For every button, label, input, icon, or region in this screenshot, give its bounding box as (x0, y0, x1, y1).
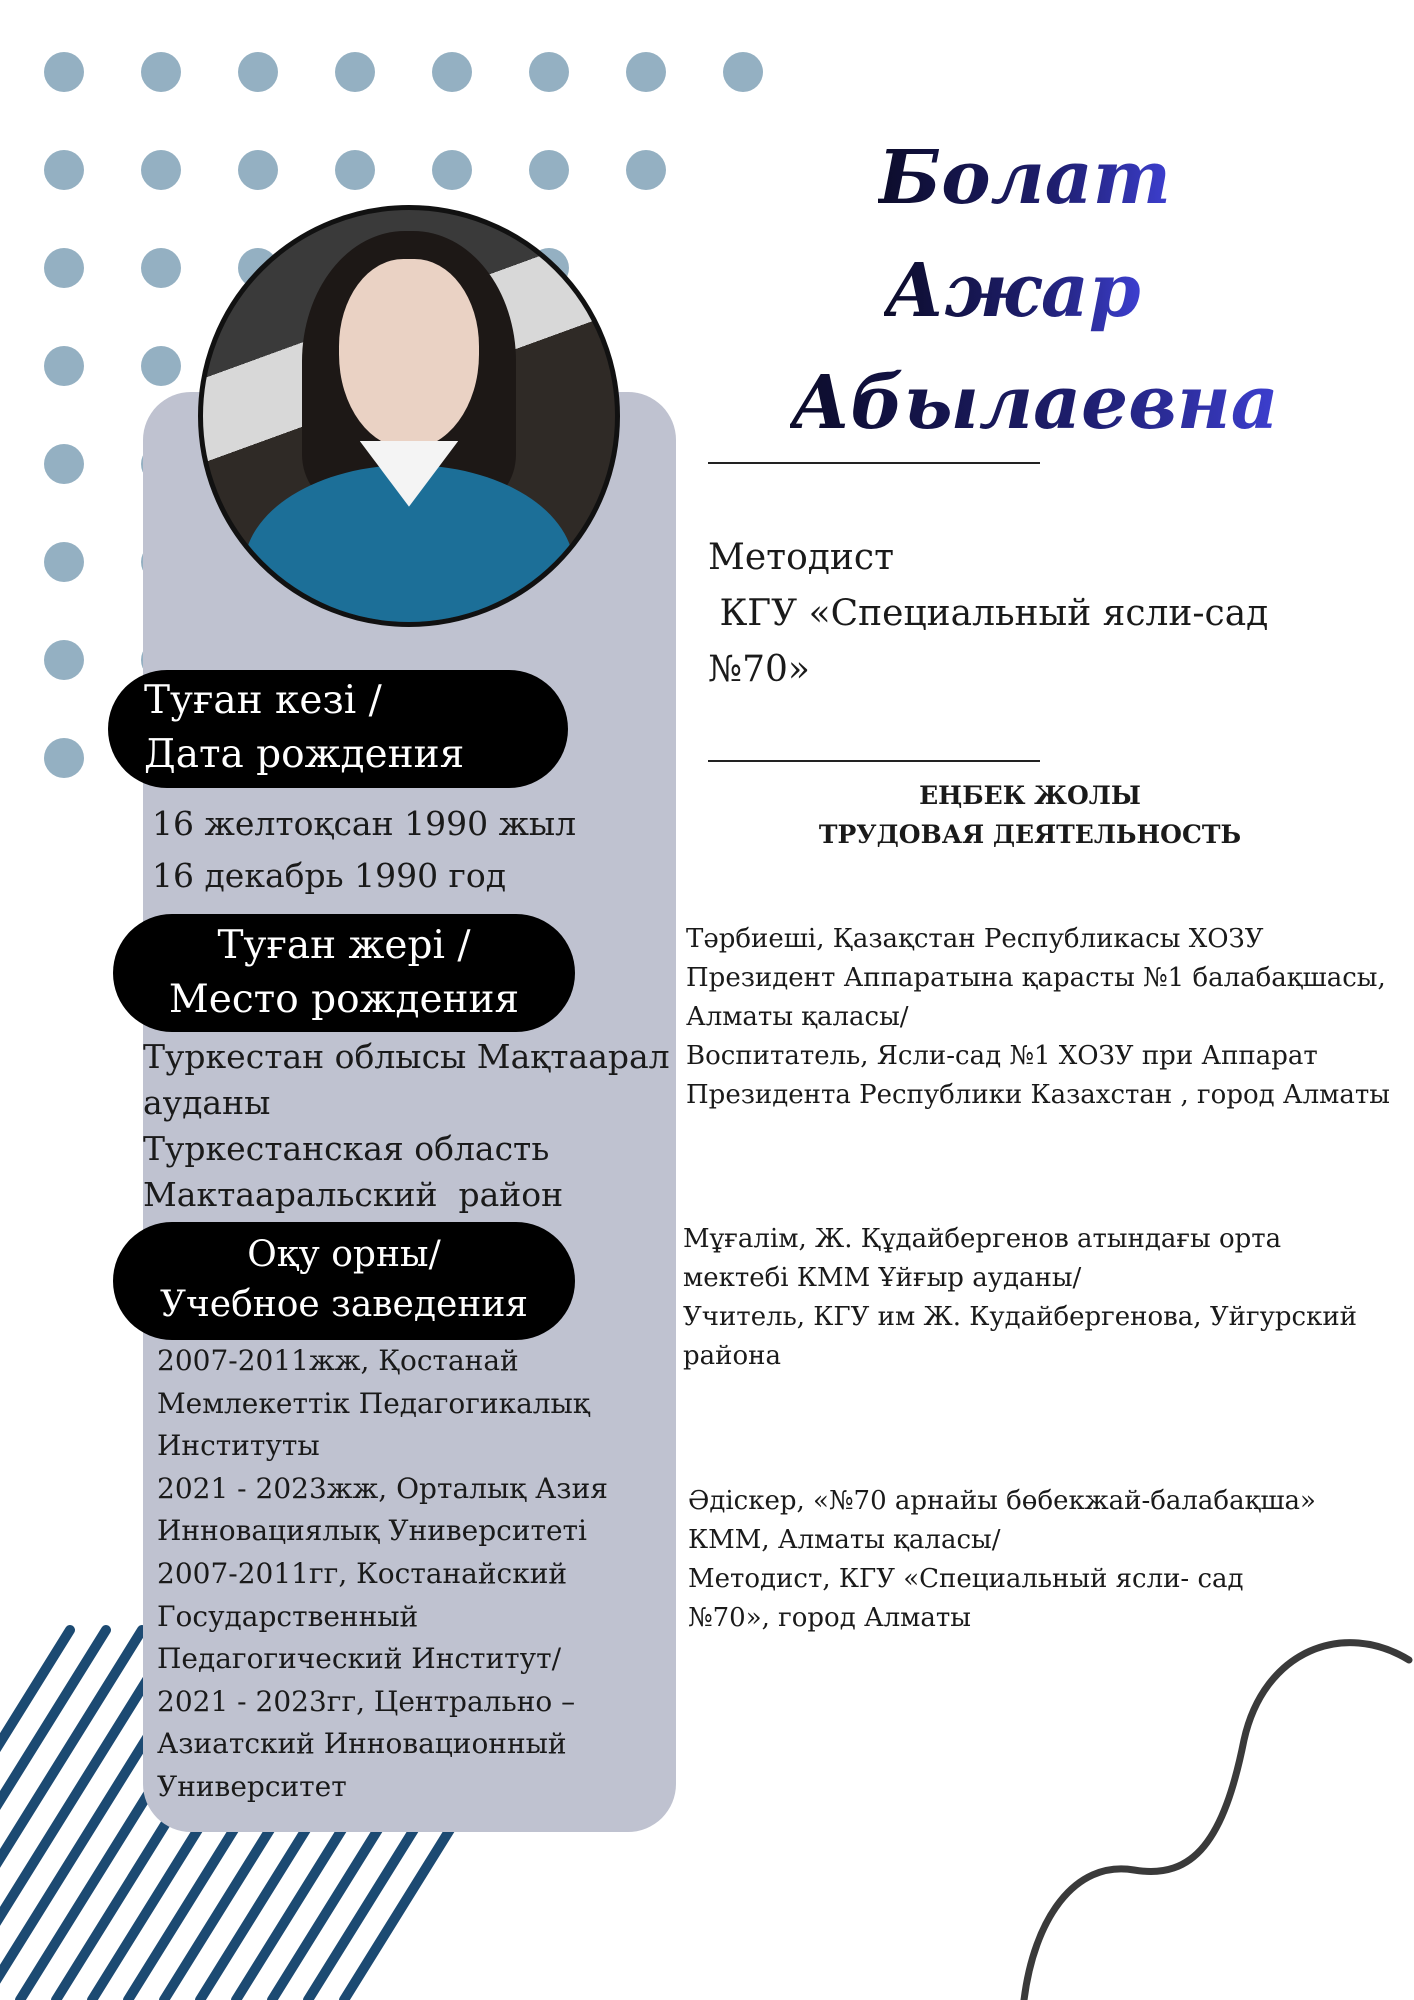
decorative-dot (44, 248, 84, 288)
decorative-dot (44, 150, 84, 190)
decorative-dot (44, 542, 84, 582)
value-line: Мемлекеттік Педагогикалық (157, 1386, 590, 1420)
job-line: района (683, 1341, 781, 1371)
birth-date-value (152, 798, 576, 902)
label-line: Оқу орны/ (247, 1234, 441, 1275)
decorative-dot (44, 346, 84, 386)
work-heading-russian: ТРУДОВАЯ ДЕЯТЕЛЬНОСТЬ (818, 820, 1242, 849)
job-line: №70», город Алматы (688, 1603, 971, 1633)
value-line: Туркестан облысы Мақтаарал (143, 1037, 670, 1076)
job-line: Методист, КГУ «Специальный ясли- сад (688, 1564, 1244, 1594)
decorative-dot (335, 52, 375, 92)
name-patronymic: Абылаевна (790, 360, 1279, 446)
profile-photo (198, 205, 620, 627)
decorative-dot (141, 52, 181, 92)
value-line: 2007-2011жж, Қостанай (157, 1344, 519, 1377)
decorative-dot (723, 52, 763, 92)
position-line: №70» (708, 649, 810, 690)
decorative-dot (626, 150, 666, 190)
value-line: Мактааральский район (143, 1175, 564, 1214)
value-line: Институты (157, 1429, 320, 1463)
birth-date-label (108, 670, 568, 788)
decorative-dot (44, 640, 84, 680)
value-line: Университет (157, 1769, 347, 1803)
job-line: Президента Республики Казахстан , город Алматы (686, 1080, 1390, 1110)
decorative-dot (238, 52, 278, 92)
birth-place-value (143, 1034, 670, 1218)
label-line: Учебное заведения (159, 1284, 529, 1325)
value-line: Инновациялық Университеті (157, 1514, 587, 1548)
work-heading (780, 776, 1280, 854)
decorative-dot (141, 248, 181, 288)
value-line: 2007-2011гг, Костанайский (157, 1556, 568, 1590)
job-line: Әдіскер, «№70 арнайы бөбекжай-балабақша» (688, 1486, 1316, 1516)
decorative-dot (44, 52, 84, 92)
job-line: Учитель, КГУ им Ж. Кудайбергенова, Уйгурский (683, 1302, 1357, 1332)
job-line: Воспитатель, Ясли-сад №1 ХОЗУ при Аппарат (686, 1041, 1318, 1071)
divider-top (708, 462, 1040, 464)
decorative-dot (44, 738, 84, 778)
job-line: мектебі КММ Ұйғыр ауданы/ (683, 1263, 1082, 1293)
label-line: Дата рождения (144, 732, 465, 777)
job-line: КММ, Алматы қаласы/ (688, 1525, 1001, 1555)
job-position (708, 530, 1268, 698)
name-given: Ажар (884, 248, 1141, 334)
job-line: Тәрбиеші, Қазақстан Республикасы ХОЗУ (686, 924, 1264, 954)
decorative-dot (432, 150, 472, 190)
work-heading-kazakh: ЕҢБЕК ЖОЛЫ (919, 781, 1141, 810)
label-line: Туған кезі / (144, 678, 382, 723)
decorative-dot (529, 52, 569, 92)
value-line: ауданы (143, 1083, 271, 1122)
decorative-dot (432, 52, 472, 92)
position-line: Методист (708, 537, 894, 578)
job-line: Мұғалім, Ж. Құдайбергенов атындағы орта (683, 1224, 1282, 1254)
value-line: Туркестанская область (143, 1129, 550, 1168)
decorative-curve (1014, 1620, 1414, 2000)
decorative-dot (44, 444, 84, 484)
decorative-dot (141, 346, 181, 386)
label-line: Туған жері / (217, 923, 471, 968)
job-line: Алматы қаласы/ (686, 1002, 909, 1032)
education-value (157, 1340, 608, 1809)
decorative-dot (335, 150, 375, 190)
education-label (113, 1222, 575, 1340)
position-line: КГУ «Специальный ясли-сад (708, 593, 1269, 634)
label-line: Место рождения (168, 977, 520, 1022)
birth-place-label (113, 914, 575, 1032)
value-line: Азиатский Инновационный (157, 1727, 567, 1761)
decorative-dot (529, 150, 569, 190)
value-line: 2021 - 2023жж, Орталық Азия (157, 1471, 608, 1505)
value-line: 2021 - 2023гг, Центрально – (157, 1684, 576, 1718)
job-entry (683, 1220, 1357, 1376)
divider-middle (708, 760, 1040, 762)
decorative-dot (626, 52, 666, 92)
value-line: 16 декабрь 1990 год (152, 856, 507, 895)
decorative-dot (238, 150, 278, 190)
value-line: Государственный (157, 1599, 419, 1633)
name-surname: Болат (878, 135, 1172, 221)
job-line: Президент Аппаратына қарасты №1 балабақшасы, (686, 963, 1386, 993)
value-line: Педагогический Институт/ (157, 1642, 562, 1676)
decorative-dot (141, 150, 181, 190)
job-entry (688, 1482, 1316, 1638)
job-entry (686, 920, 1390, 1115)
value-line: 16 желтоқсан 1990 жыл (152, 804, 577, 843)
